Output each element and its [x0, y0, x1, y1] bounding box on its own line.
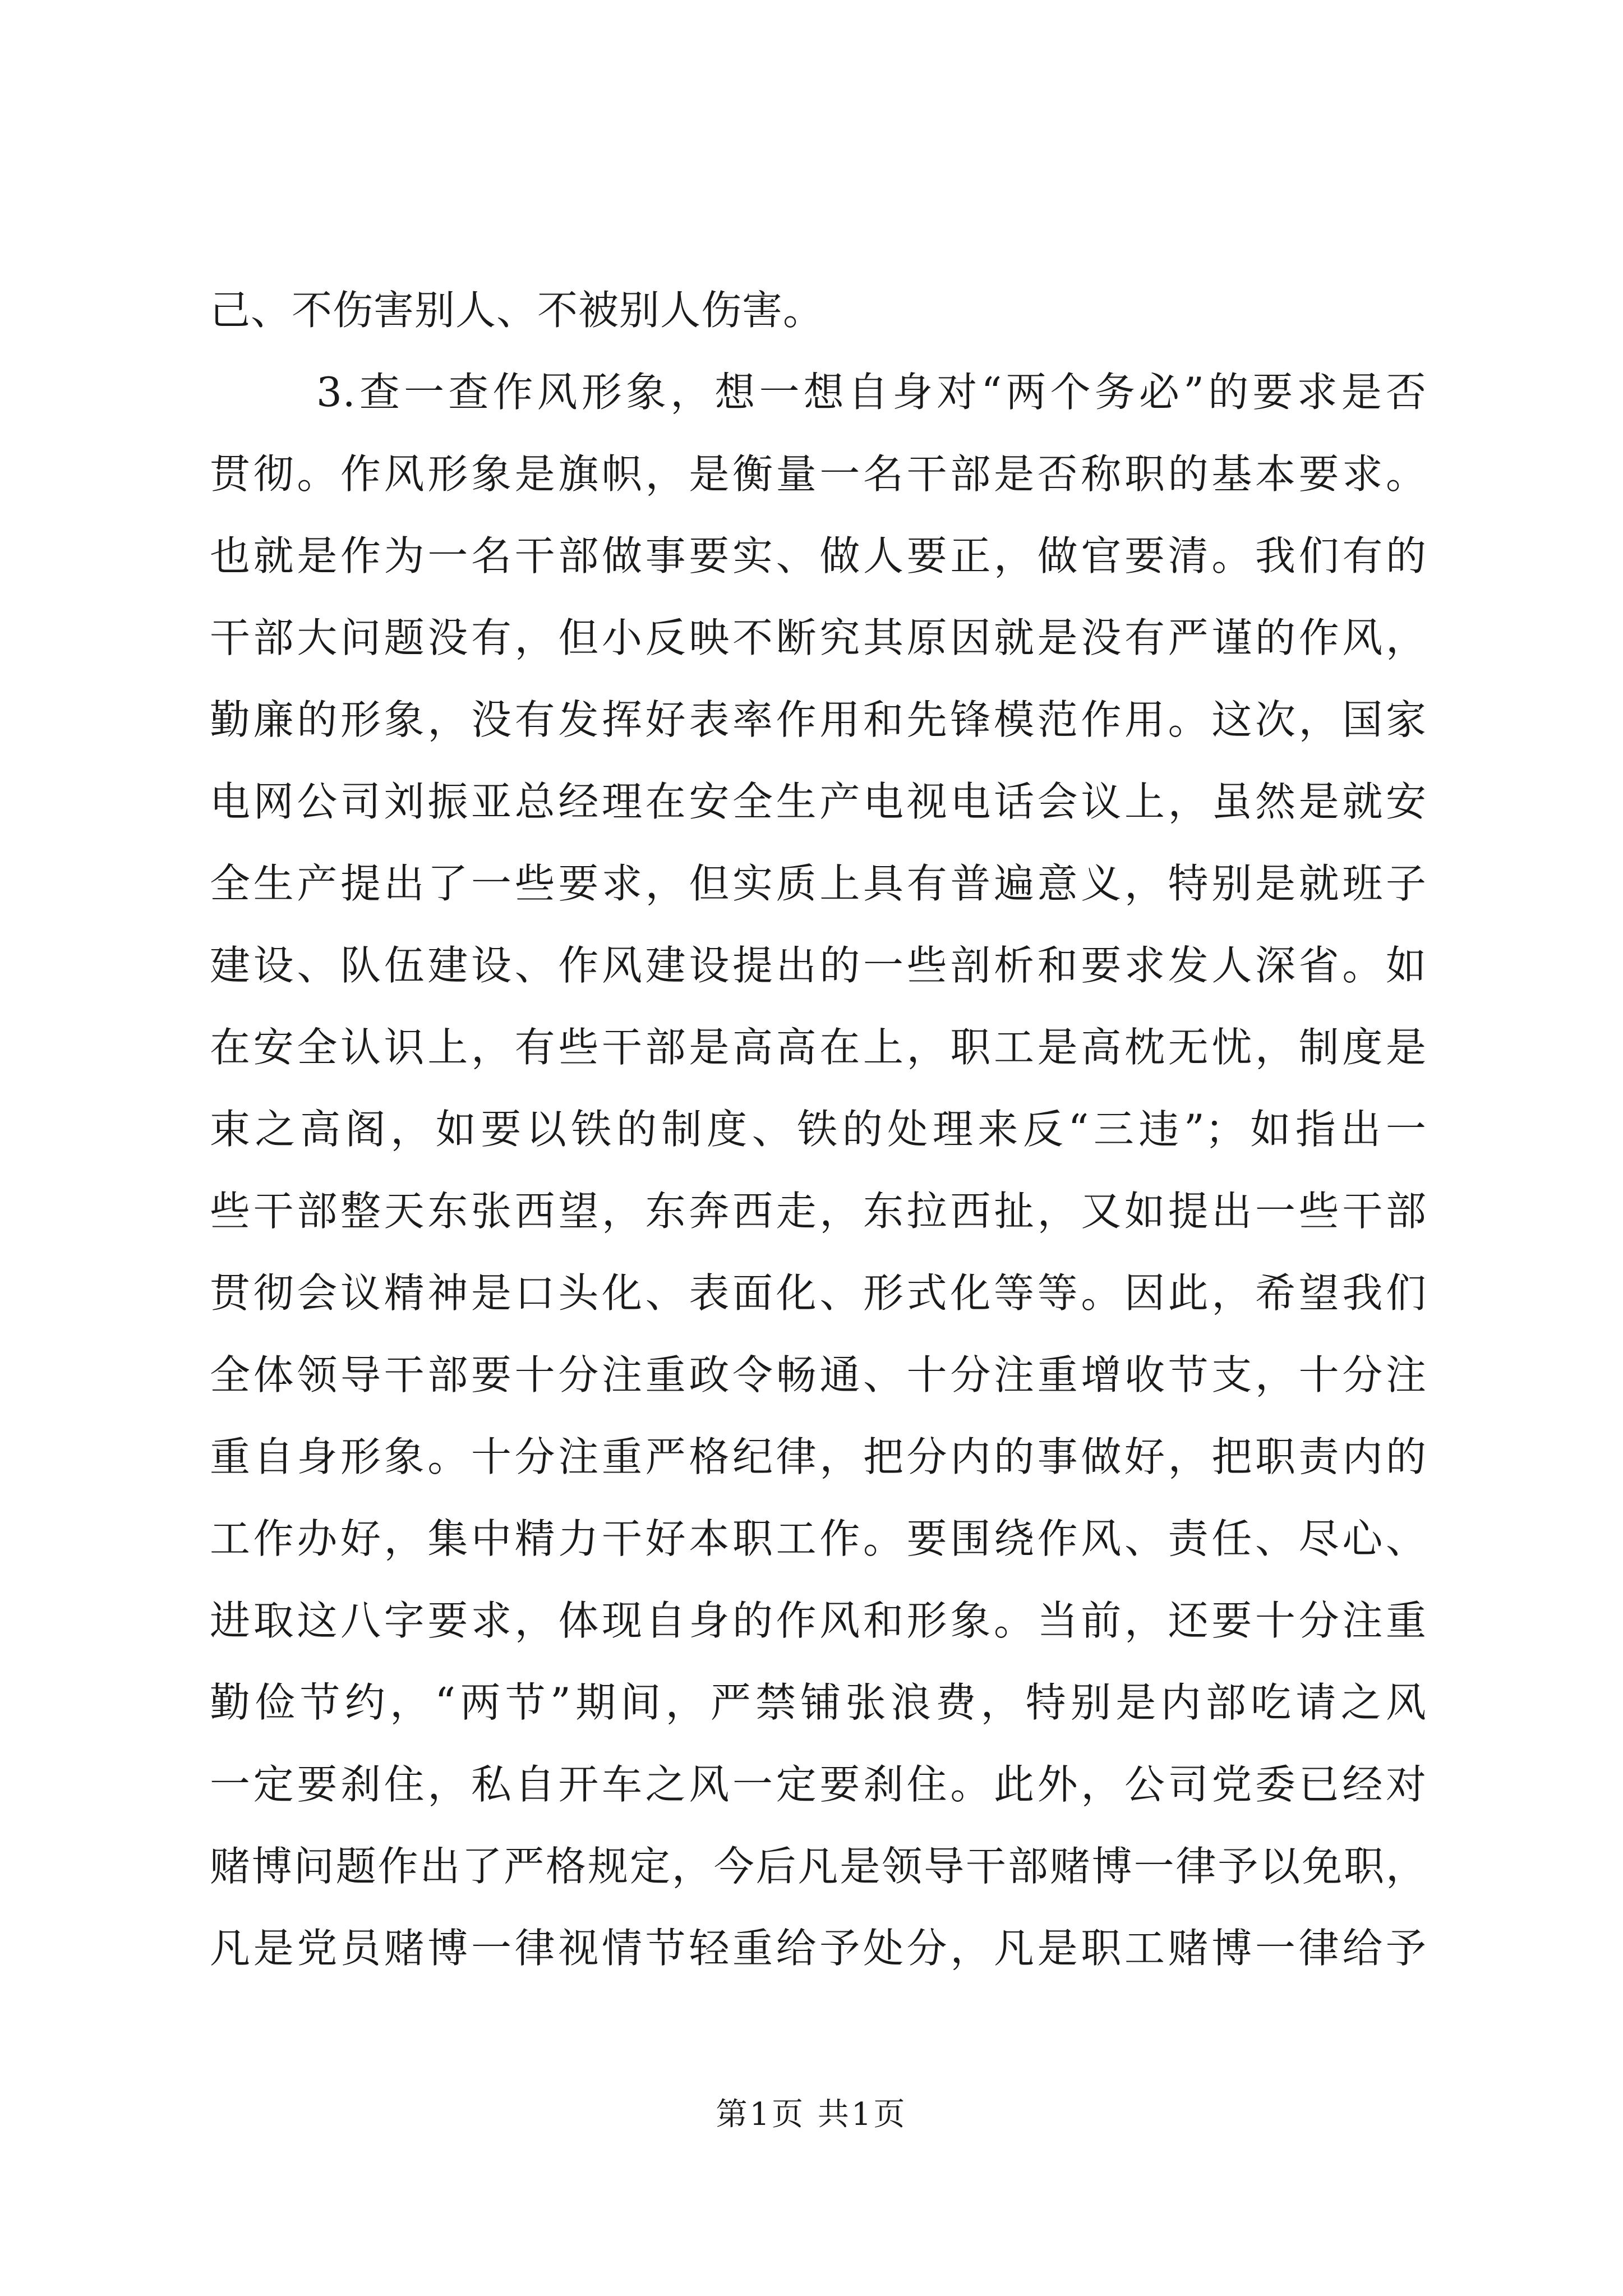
text-line: 全体领导干部要十分注重政令畅通、十分注重增收节支，十分注: [210, 1351, 1427, 1398]
text-line: 建设、队伍建设、作风建设提出的一些剖析和要求发人深省。如: [210, 942, 1427, 989]
text-line: 一定要刹住，私自开车之风一定要刹住。此外，公司党委已经对: [210, 1761, 1427, 1808]
text-line: 干部大问题没有，但小反映不断究其原因就是没有严谨的作风，: [210, 614, 1427, 661]
text-line: 重自身形象。十分注重严格纪律，把分内的事做好，把职责内的: [210, 1433, 1427, 1480]
document-body: [210, 269, 1427, 1989]
text-line: 束之高阁，如要以铁的制度、铁的处理来反“三违”；如指出一: [210, 1106, 1427, 1153]
text-line: 贯彻。作风形象是旗帜，是衡量一名干部是否称职的基本要求。: [210, 450, 1427, 498]
text-line: 工作办好，集中精力干好本职工作。要围绕作风、责任、尽心、: [210, 1515, 1427, 1562]
text-line: 些干部整天东张西望，东奔西走，东拉西扯，又如提出一些干部: [210, 1188, 1427, 1235]
text-line: 在安全认识上，有些干部是高高在上，职工是高枕无忧，制度是: [210, 1024, 1427, 1071]
text-line: 3.查一查作风形象，想一想自身对“两个务必”的要求是否: [316, 369, 1427, 416]
text-line: 赌博问题作出了严格规定，今后凡是领导干部赌博一律予以免职，: [210, 1843, 1427, 1890]
text-line: 贯彻会议精神是口头化、表面化、形式化等等。因此，希望我们: [210, 1269, 1427, 1317]
text-line: 凡是党员赌博一律视情节轻重给予处分，凡是职工赌博一律给予: [210, 1925, 1427, 1972]
text-line: 全生产提出了一些要求，但实质上具有普遍意义，特别是就班子: [210, 860, 1427, 907]
text-line: 勤俭节约，“两节”期间，严禁铺张浪费，特别是内部吃请之风: [210, 1679, 1427, 1726]
text-line: 己、不伤害别人、不被别人伤害。: [210, 287, 824, 334]
page-number-footer: 第1页 共1页: [716, 2096, 907, 2133]
text-line: 也就是作为一名干部做事要实、做人要正，做官要清。我们有的: [210, 532, 1427, 579]
text-line: 勤廉的形象，没有发挥好表率作用和先锋模范作用。这次，国家: [210, 696, 1427, 743]
text-line: 进取这八字要求，体现自身的作风和形象。当前，还要十分注重: [210, 1597, 1427, 1644]
text-line: 电网公司刘振亚总经理在安全生产电视电话会议上，虽然是就安: [210, 778, 1427, 825]
